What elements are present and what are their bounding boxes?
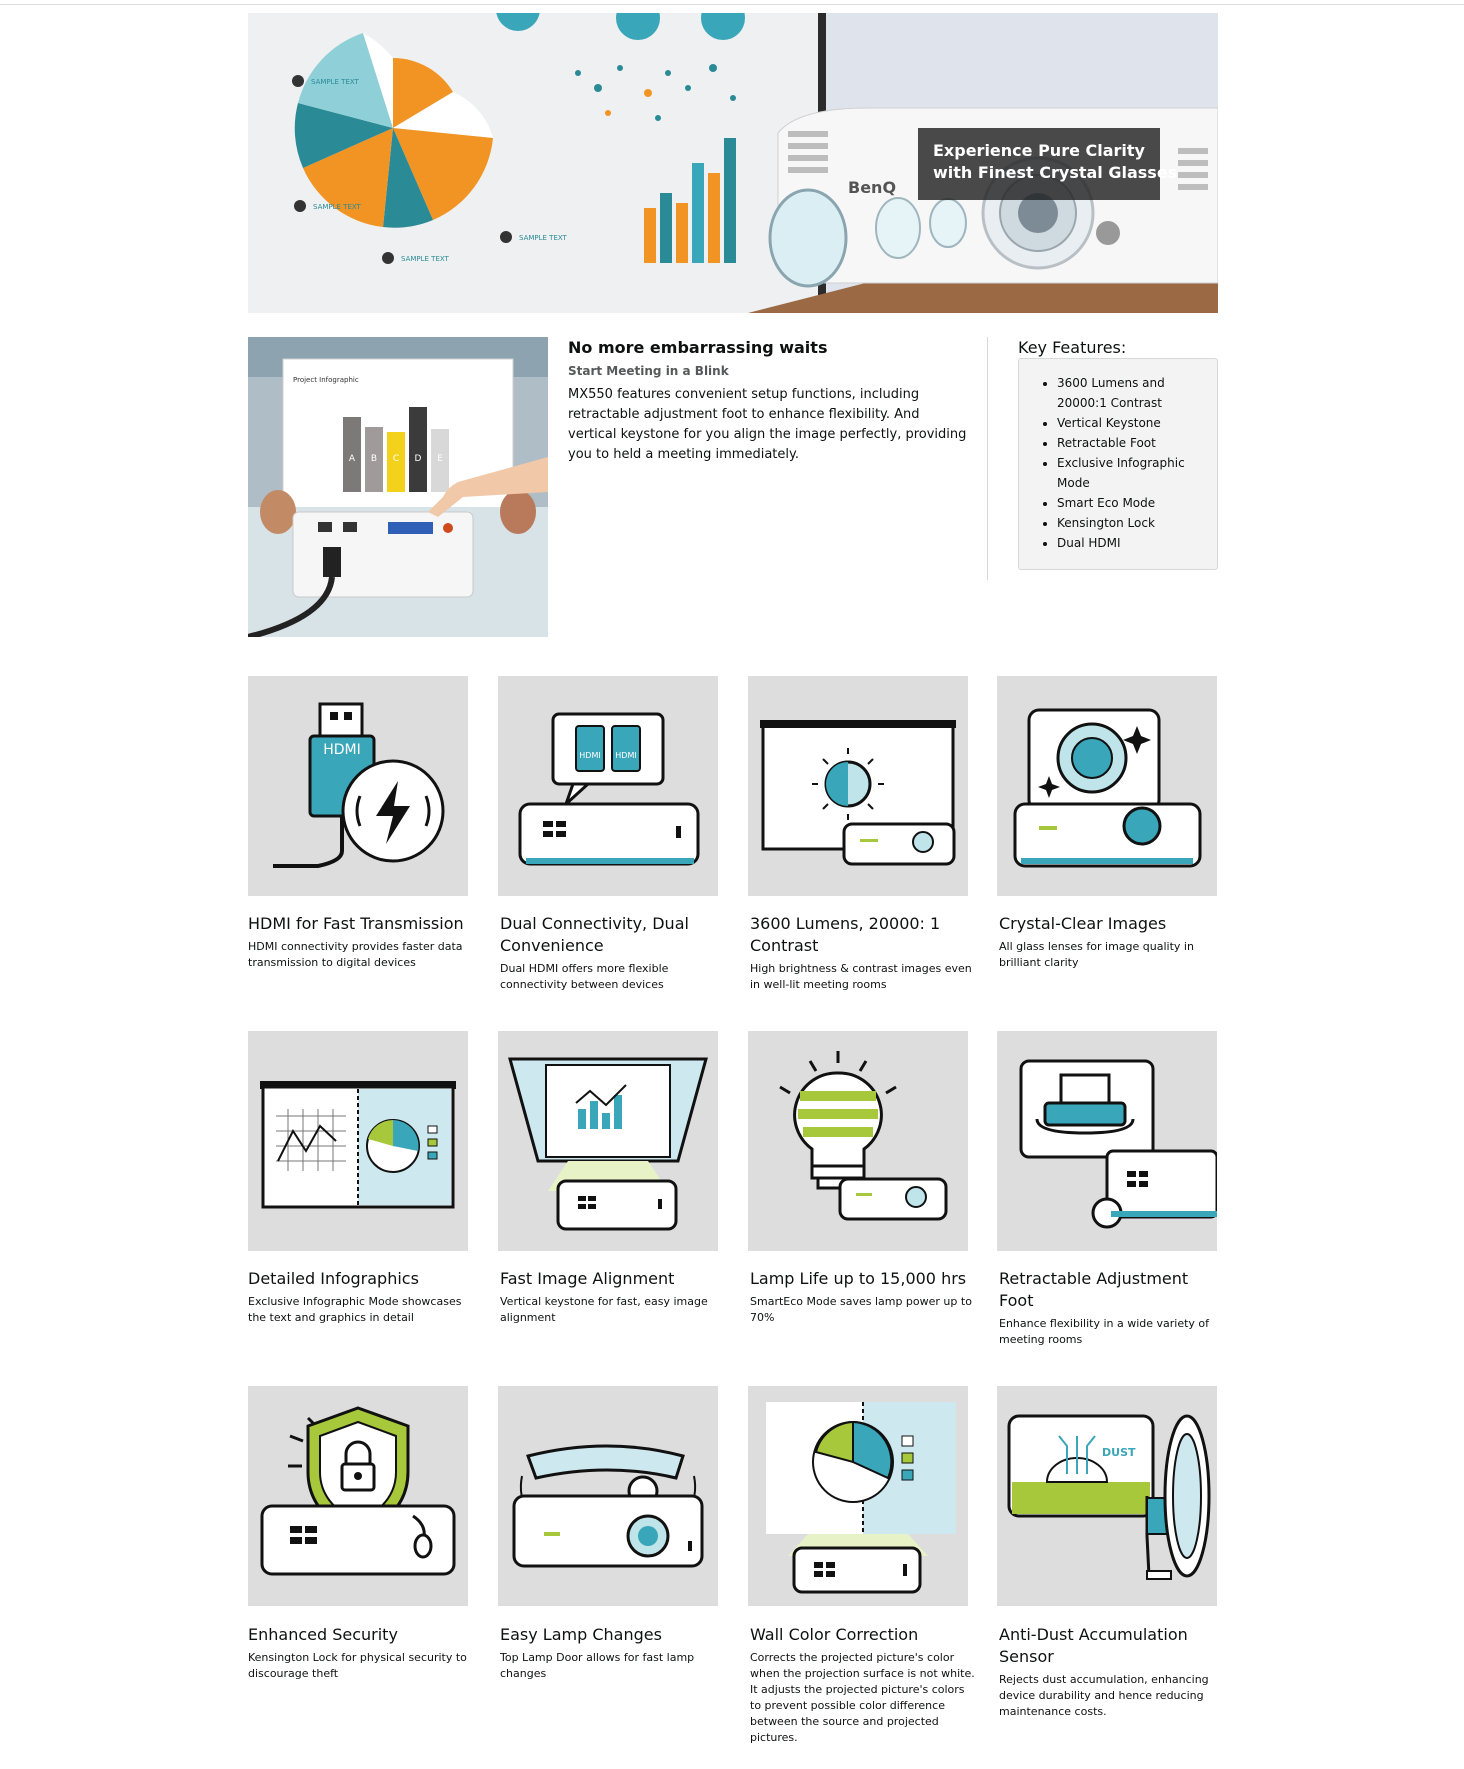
sample-text-2: SAMPLE TEXT	[313, 203, 361, 211]
feature-description: High brightness & contrast images even in well-lit meeting rooms	[750, 962, 972, 991]
lamp-door-icon	[498, 1386, 718, 1606]
feature-card-8	[999, 1268, 1225, 1348]
key-features-list	[1043, 373, 1207, 553]
feature-title: 3600 Lumens, 20000: 1 Contrast	[750, 914, 941, 955]
keystone-icon	[498, 1031, 718, 1251]
feature-description: Exclusive Infographic Mode showcases the text and graphics in detail	[248, 1295, 462, 1324]
feature-title: Wall Color Correction	[750, 1625, 919, 1644]
feature-card-1	[248, 913, 474, 971]
key-feature-item: • Exclusive Infographic Mode	[1057, 453, 1207, 493]
brightness-contrast-icon	[748, 676, 968, 896]
feature-title: Dual Connectivity, Dual Convenience	[500, 914, 689, 955]
meeting-text-block	[568, 337, 968, 465]
key-feature-item: • Smart Eco Mode	[1057, 493, 1207, 513]
hero-caption-line2: with Finest Crystal Glasses	[933, 163, 1178, 182]
key-features-title: Key Features:	[1018, 338, 1127, 357]
hdmi-label: HDMI	[323, 742, 361, 758]
key-features-box	[1018, 358, 1218, 570]
hero-banner	[248, 13, 1218, 313]
key-feature-item: • 3600 Lumens and 20000:1 Contrast	[1057, 373, 1207, 413]
security-shield-icon	[248, 1386, 468, 1606]
vertical-divider	[987, 337, 988, 580]
feature-description: Rejects dust accumulation, enhancing device durability and hence reducing maintenance costs.	[999, 1673, 1209, 1718]
feature-card-11	[750, 1624, 976, 1746]
feature-card-12	[999, 1624, 1225, 1720]
bar-letter-d: D	[414, 454, 422, 464]
brand-logo: BenQ	[848, 178, 897, 197]
bar-letter-c: C	[392, 454, 400, 464]
hdmi-lightning-icon	[248, 676, 468, 896]
key-feature-item: • Kensington Lock	[1057, 513, 1207, 533]
key-feature-item: • Retractable Foot	[1057, 433, 1207, 453]
dust-label: DUST	[1102, 1446, 1136, 1459]
meeting-room-image	[248, 337, 548, 637]
anti-dust-icon	[997, 1386, 1217, 1606]
feature-description: Enhance flexibility in a wide variety of meeting rooms	[999, 1317, 1210, 1346]
feature-card-9	[248, 1624, 474, 1682]
lamp-bulb-icon	[748, 1031, 968, 1251]
bar-letter-a: A	[348, 454, 356, 464]
hero-caption	[918, 128, 1178, 200]
feature-card-2	[500, 913, 726, 993]
feature-title: Enhanced Security	[248, 1625, 398, 1644]
feature-title: Crystal-Clear Images	[999, 914, 1167, 933]
feature-card-6	[500, 1268, 726, 1326]
feature-title: Easy Lamp Changes	[500, 1625, 662, 1644]
hero-caption-line1: Experience Pure Clarity	[933, 141, 1145, 160]
feature-title: Detailed Infographics	[248, 1269, 419, 1288]
bar-letter-e: E	[437, 454, 443, 464]
feature-title: Anti-Dust Accumulation Sensor	[999, 1625, 1188, 1666]
feature-title: HDMI for Fast Transmission	[248, 914, 464, 933]
meeting-body: MX550 features convenient setup functions, including retractable adjustment foot to enhance flexibility. And vertical keystone for you align the image perfectly, providing you to held a meeting immediately.	[568, 387, 967, 462]
bar-letter-b: B	[370, 454, 378, 464]
feature-card-4	[999, 913, 1225, 971]
feature-card-5	[248, 1268, 474, 1326]
feature-description: Vertical keystone for fast, easy image alignment	[500, 1295, 708, 1324]
sample-text-1: SAMPLE TEXT	[311, 78, 359, 86]
lens-sparkle-icon	[997, 676, 1217, 896]
hdmi-label: HDMI	[579, 751, 601, 760]
feature-description: Kensington Lock for physical security to discourage theft	[248, 1651, 467, 1680]
meeting-title: No more embarrassing waits	[568, 338, 828, 357]
dual-hdmi-icon	[498, 676, 718, 896]
feature-description: Dual HDMI offers more flexible connectivity between devices	[500, 962, 669, 991]
key-feature-item: • Vertical Keystone	[1057, 413, 1207, 433]
feature-description: Top Lamp Door allows for fast lamp changes	[500, 1651, 695, 1680]
feature-description: SmartEco Mode saves lamp power up to 70%	[750, 1295, 972, 1324]
feature-card-10	[500, 1624, 726, 1682]
feature-description: All glass lenses for image quality in brilliant clarity	[999, 940, 1194, 969]
meeting-subtitle: Start Meeting in a Blink	[568, 364, 729, 378]
feature-card-7	[750, 1268, 976, 1326]
hdmi-label: HDMI	[615, 751, 637, 760]
key-feature-item: • Dual HDMI	[1057, 533, 1207, 553]
sample-text-3: SAMPLE TEXT	[401, 255, 449, 263]
sample-text-4: SAMPLE TEXT	[519, 234, 567, 242]
top-divider	[0, 4, 1464, 5]
meeting-screen-title: Project Infographic	[293, 376, 359, 384]
feature-description: HDMI connectivity provides faster data transmission to digital devices	[248, 940, 463, 969]
feature-title: Fast Image Alignment	[500, 1269, 675, 1288]
feature-title: Lamp Life up to 15,000 hrs	[750, 1269, 967, 1288]
infographic-screen-icon	[248, 1031, 468, 1251]
feature-description: Corrects the projected picture's color when the projection surface is not white. It adjusts the projected picture's colors to prevent possible color difference between the source and projected pictures.	[750, 1651, 975, 1744]
feature-title: Retractable Adjustment Foot	[999, 1269, 1189, 1310]
wall-color-icon	[748, 1386, 968, 1606]
feature-card-3	[750, 913, 976, 993]
adjustment-foot-icon	[997, 1031, 1217, 1251]
